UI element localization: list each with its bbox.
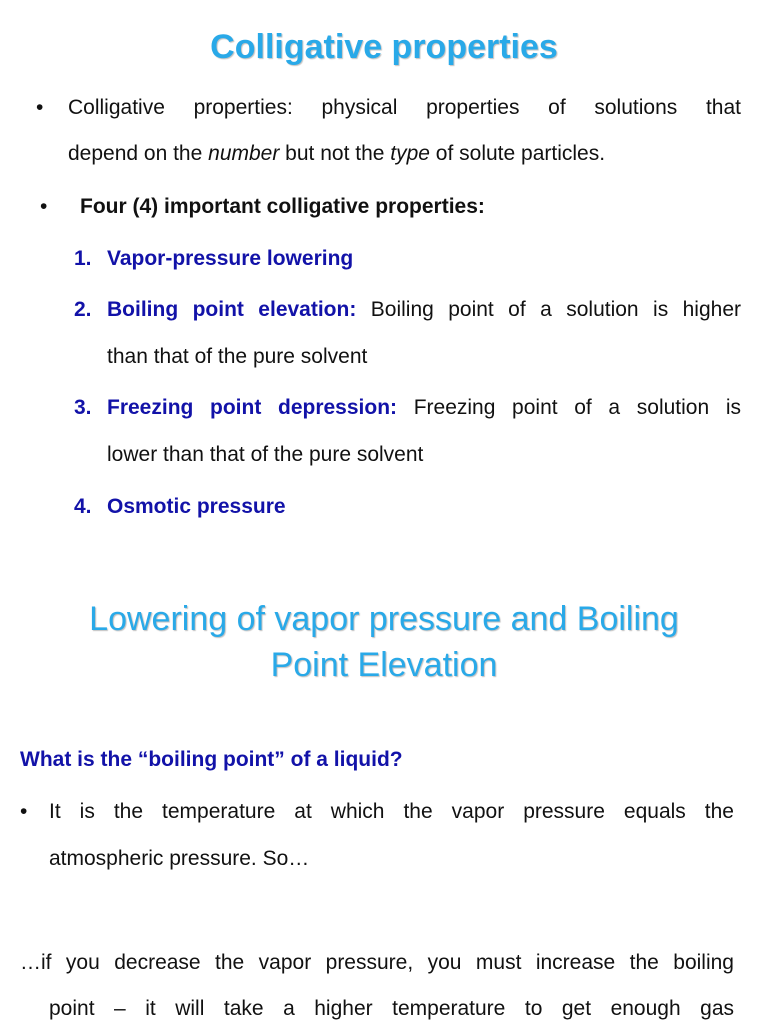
item3-number: 3. [74, 396, 92, 419]
item3-desc: Freezing point of a solution is [413, 396, 741, 419]
bullet1-line2 [68, 140, 605, 168]
item2-number: 2. [74, 298, 92, 321]
slide1-title: Colligative properties [210, 28, 558, 66]
slide2-question: What is the “boiling point” of a liquid? [20, 748, 403, 771]
slide2-bullet-line2: atmospheric pressure. So… [49, 847, 310, 870]
bullet1-text-b: but not the [279, 142, 391, 165]
item2-label: Boiling point elevation: [107, 298, 357, 321]
item1-label: Vapor-pressure lowering [107, 247, 354, 270]
item2-line2: than that of the pure solvent [107, 345, 368, 368]
item3-label: Freezing point depression: [107, 396, 398, 419]
item1-number: 1. [74, 247, 92, 270]
slide2-title-line1: Lowering of vapor pressure and Boiling [89, 600, 679, 638]
item4-label: Osmotic pressure [107, 495, 286, 518]
bullet1-text-c: of solute particles. [429, 142, 606, 165]
bullet-glyph-2: • [40, 195, 48, 218]
bullet1-line1: Colligative properties: physical properties of solutions that [68, 96, 741, 119]
item3-line1 [107, 394, 741, 422]
bullet-glyph-1: • [36, 96, 44, 119]
slide2-title-line2: Point Elevation [270, 646, 498, 684]
bullet1-emph-type: type [390, 142, 430, 165]
item3-line2: lower than that of the pure solvent [107, 443, 424, 466]
slide2-bullet-line1: It is the temperature at which the vapor pressure equals the [49, 800, 734, 823]
item2-line1 [107, 296, 741, 324]
bullet-glyph-3: • [20, 800, 28, 823]
bullet2-text: Four (4) important colligative properties: [80, 195, 485, 218]
item2-desc: Boiling point of a solution is higher [370, 298, 741, 321]
item4-number: 4. [74, 495, 92, 518]
slide2-para-line2: point – it will take a higher temperature to get enough gas [49, 997, 734, 1020]
slide2-para-line1: …if you decrease the vapor pressure, you must increase the boiling [20, 951, 734, 974]
bullet1-emph-number: number [208, 142, 280, 165]
bullet1-text-a: depend on the [68, 142, 209, 165]
